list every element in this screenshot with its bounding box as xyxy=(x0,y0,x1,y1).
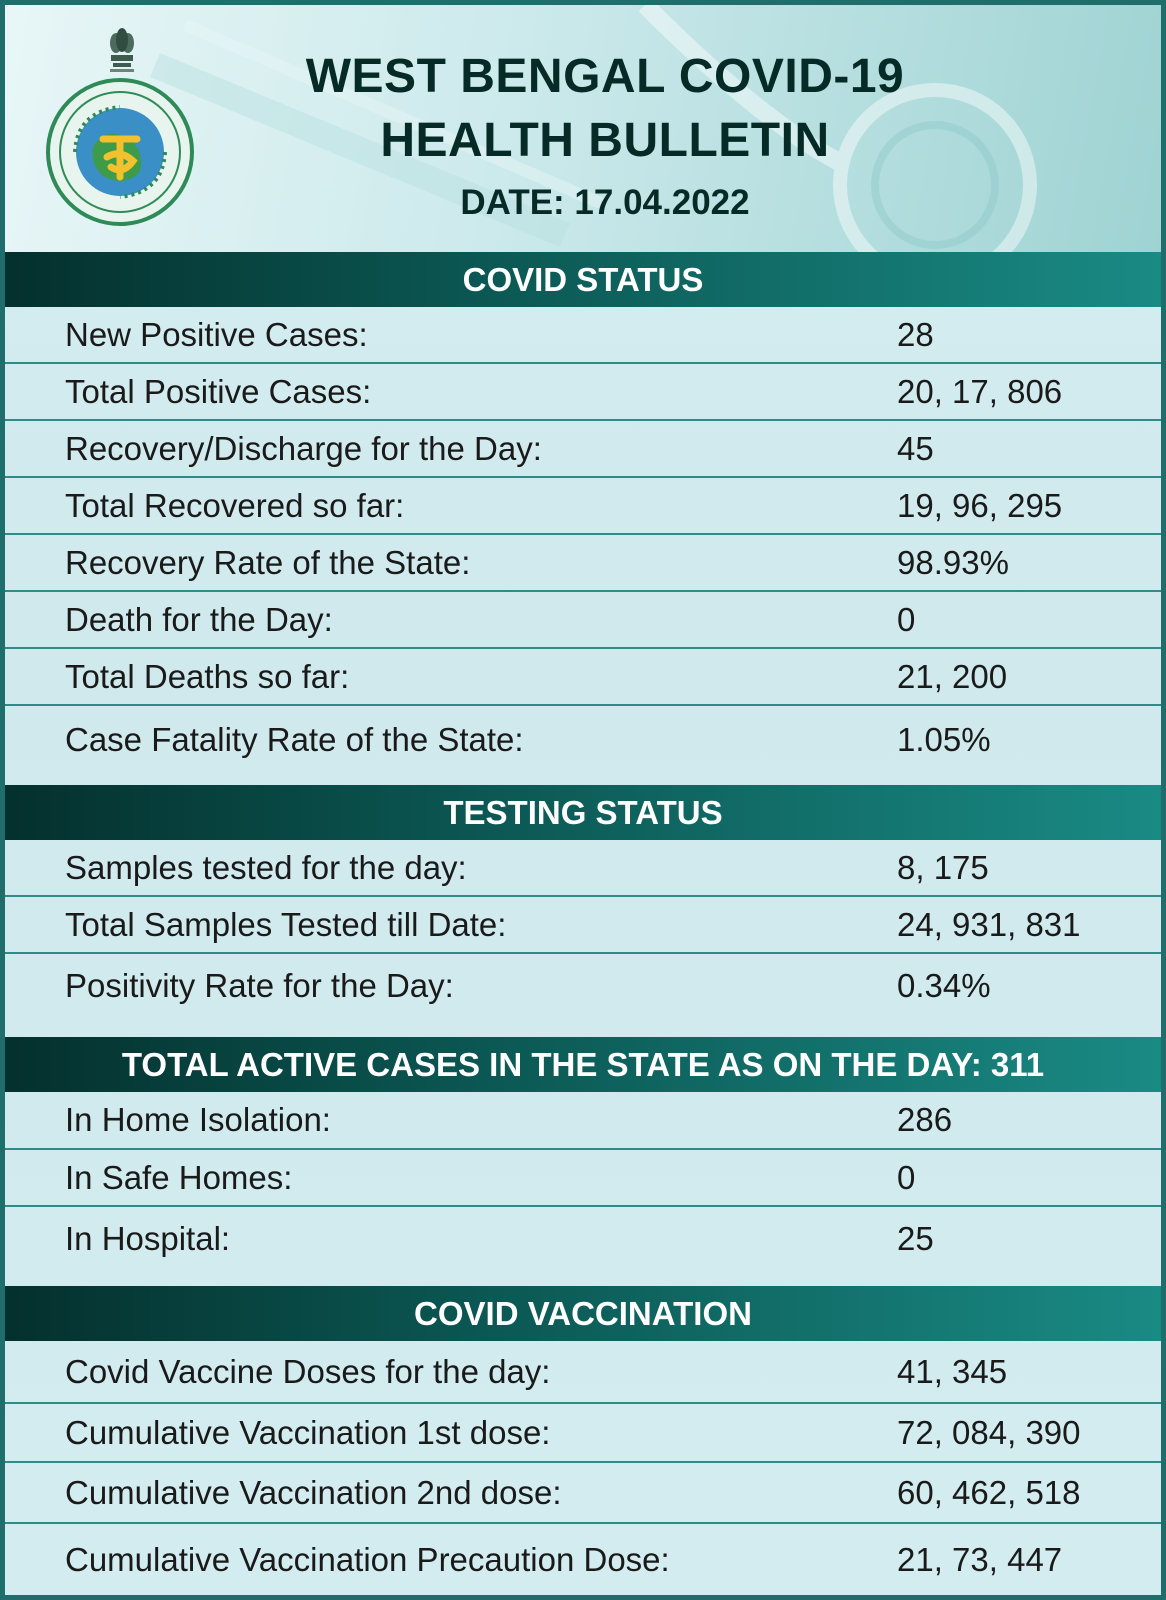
row-value: 45 xyxy=(897,429,934,467)
row-label: Total Deaths so far: xyxy=(65,657,350,695)
national-emblem-icon xyxy=(105,25,139,75)
row-label: Cumulative Vaccination Precaution Dose: xyxy=(65,1540,670,1578)
bulletin-title-line1: WEST BENGAL COVID-19 xyxy=(305,50,905,103)
row-value: 20, 17, 806 xyxy=(897,372,1063,410)
row-label: Cumulative Vaccination 2nd dose: xyxy=(65,1473,562,1511)
row-label: In Hospital: xyxy=(65,1220,231,1257)
row-value: 25 xyxy=(897,1220,934,1257)
bulletin-title-line2: HEALTH BULLETIN xyxy=(380,114,830,167)
bulletin-date: DATE: 17.04.2022 xyxy=(460,183,750,222)
row-value: 0 xyxy=(897,600,916,638)
row-label: New Positive Cases: xyxy=(65,315,368,353)
table-row xyxy=(5,478,1161,535)
testing-status-heading: TESTING STATUS xyxy=(5,785,1161,840)
table-row xyxy=(5,592,1161,649)
row-value: 60, 462, 518 xyxy=(897,1473,1081,1511)
row-label: Total Recovered so far: xyxy=(65,486,405,524)
row-label: Total Positive Cases: xyxy=(65,372,372,410)
table-row xyxy=(5,706,1161,774)
row-label: In Safe Homes: xyxy=(65,1158,293,1196)
table-row xyxy=(5,1463,1161,1524)
bulletin-header xyxy=(5,5,1161,252)
row-label: Covid Vaccine Doses for the day: xyxy=(65,1352,551,1390)
row-label: Recovery Rate of the State: xyxy=(65,543,471,581)
row-label: Recovery/Discharge for the Day: xyxy=(65,429,542,467)
row-value: 72, 084, 390 xyxy=(897,1413,1081,1451)
covid-vaccination-heading: COVID VACCINATION xyxy=(5,1286,1161,1341)
vaccination-table xyxy=(5,1341,1161,1595)
row-value: 0 xyxy=(897,1158,916,1196)
row-value: 19, 96, 295 xyxy=(897,486,1063,524)
table-row xyxy=(5,1092,1161,1150)
table-row xyxy=(5,897,1161,954)
table-row xyxy=(5,1341,1161,1404)
table-row xyxy=(5,307,1161,364)
row-label: Death for the Day: xyxy=(65,600,333,638)
row-value: 41, 345 xyxy=(897,1352,1008,1390)
row-value: 24, 931, 831 xyxy=(897,905,1081,943)
active-cases-heading: TOTAL ACTIVE CASES IN THE STATE AS ON THE DAY: 311 xyxy=(5,1037,1161,1092)
row-value: 8, 175 xyxy=(897,848,989,886)
govt-of-west-bengal-seal-icon xyxy=(45,77,195,227)
table-row xyxy=(5,421,1161,478)
row-label: Total Samples Tested till Date: xyxy=(65,905,507,943)
row-value: 1.05% xyxy=(897,721,991,758)
row-label: Case Fatality Rate of the State: xyxy=(65,721,524,758)
row-value: 21, 200 xyxy=(897,657,1008,695)
table-row xyxy=(5,1524,1161,1595)
covid-status-table xyxy=(5,307,1161,774)
row-label: Cumulative Vaccination 1st dose: xyxy=(65,1413,551,1451)
table-row xyxy=(5,1404,1161,1463)
row-value: 28 xyxy=(897,315,934,353)
table-row xyxy=(5,649,1161,706)
row-value: 98.93% xyxy=(897,543,1009,581)
table-row xyxy=(5,954,1161,1017)
row-value: 286 xyxy=(897,1101,953,1138)
table-row xyxy=(5,364,1161,421)
testing-status-table xyxy=(5,840,1161,1017)
table-row xyxy=(5,1150,1161,1207)
row-label: Samples tested for the day: xyxy=(65,848,467,886)
table-row xyxy=(5,840,1161,897)
table-row xyxy=(5,1207,1161,1271)
row-label: In Home Isolation: xyxy=(65,1101,331,1138)
active-cases-table xyxy=(5,1092,1161,1271)
table-row xyxy=(5,535,1161,592)
row-value: 21, 73, 447 xyxy=(897,1540,1063,1578)
covid-status-heading: COVID STATUS xyxy=(5,252,1161,307)
row-label: Positivity Rate for the Day: xyxy=(65,966,454,1004)
row-value: 0.34% xyxy=(897,966,991,1004)
